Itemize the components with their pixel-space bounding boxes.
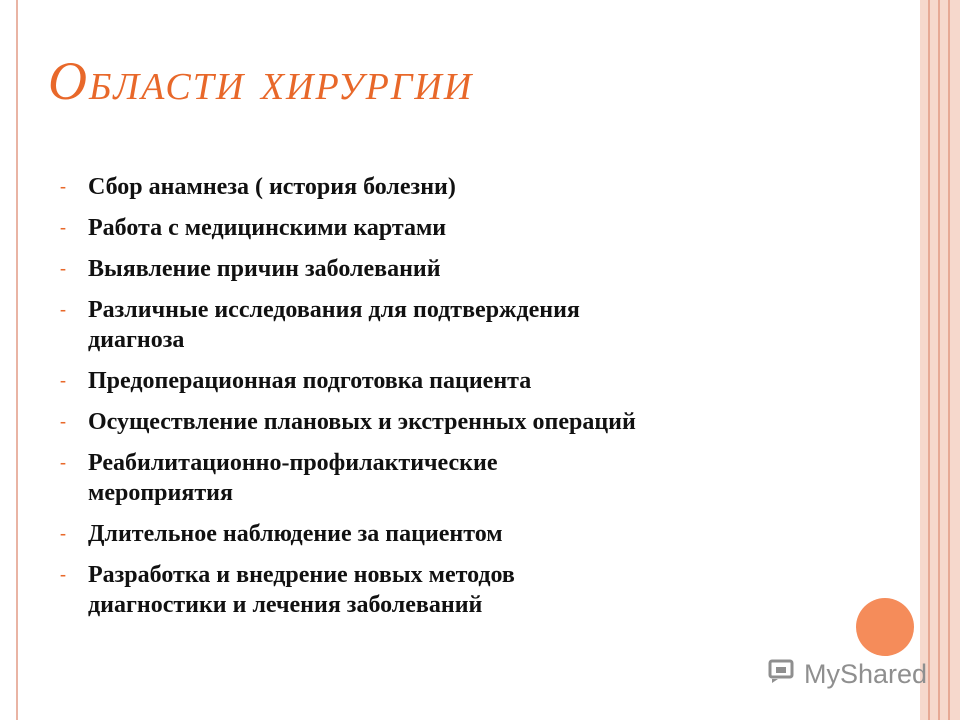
list-item xyxy=(60,519,840,549)
bullet-dash: - xyxy=(60,564,66,584)
list-item xyxy=(60,172,840,202)
watermark-text: MyShared xyxy=(804,658,928,689)
decorative-stripes xyxy=(920,0,960,720)
bullet-dash: - xyxy=(60,411,66,431)
bullet-dash: - xyxy=(60,217,66,237)
list-item-text: Разработка и внедрение новых методов диагностики и лечения заболеваний xyxy=(88,562,515,618)
list-item-text: Работа с медицинскими картами xyxy=(88,215,447,241)
list-item xyxy=(60,448,840,508)
list-item xyxy=(60,254,840,284)
list-item xyxy=(60,295,840,355)
list-item xyxy=(60,560,840,620)
list-item-text: Реабилитационно-профилактические мероприятия xyxy=(88,450,498,506)
bullet-dash: - xyxy=(60,523,66,543)
list-item-text: Длительное наблюдение за пациентом xyxy=(88,521,503,547)
decorative-circle xyxy=(856,598,914,656)
myshared-logo-icon xyxy=(766,655,798,694)
bullet-dash: - xyxy=(60,452,66,472)
list-item xyxy=(60,213,840,243)
list-item-text: Сбор анамнеза ( история болезни) xyxy=(88,174,456,200)
bullet-list xyxy=(60,172,840,631)
list-item-text: Предоперационная подготовка пациента xyxy=(88,368,532,394)
bullet-dash: - xyxy=(60,299,66,319)
list-item-text: Различные исследования для подтверждения диагноза xyxy=(88,297,580,353)
list-item-text: Осуществление плановых и экстренных операций xyxy=(88,409,636,435)
bullet-dash: - xyxy=(60,176,66,196)
list-item xyxy=(60,407,840,437)
slide-title: Области хирургии xyxy=(48,51,474,111)
list-item-text: Выявление причин заболеваний xyxy=(88,256,441,282)
bullet-dash: - xyxy=(60,370,66,390)
list-item xyxy=(60,366,840,396)
bullet-dash: - xyxy=(60,258,66,278)
watermark-logo xyxy=(766,656,926,692)
